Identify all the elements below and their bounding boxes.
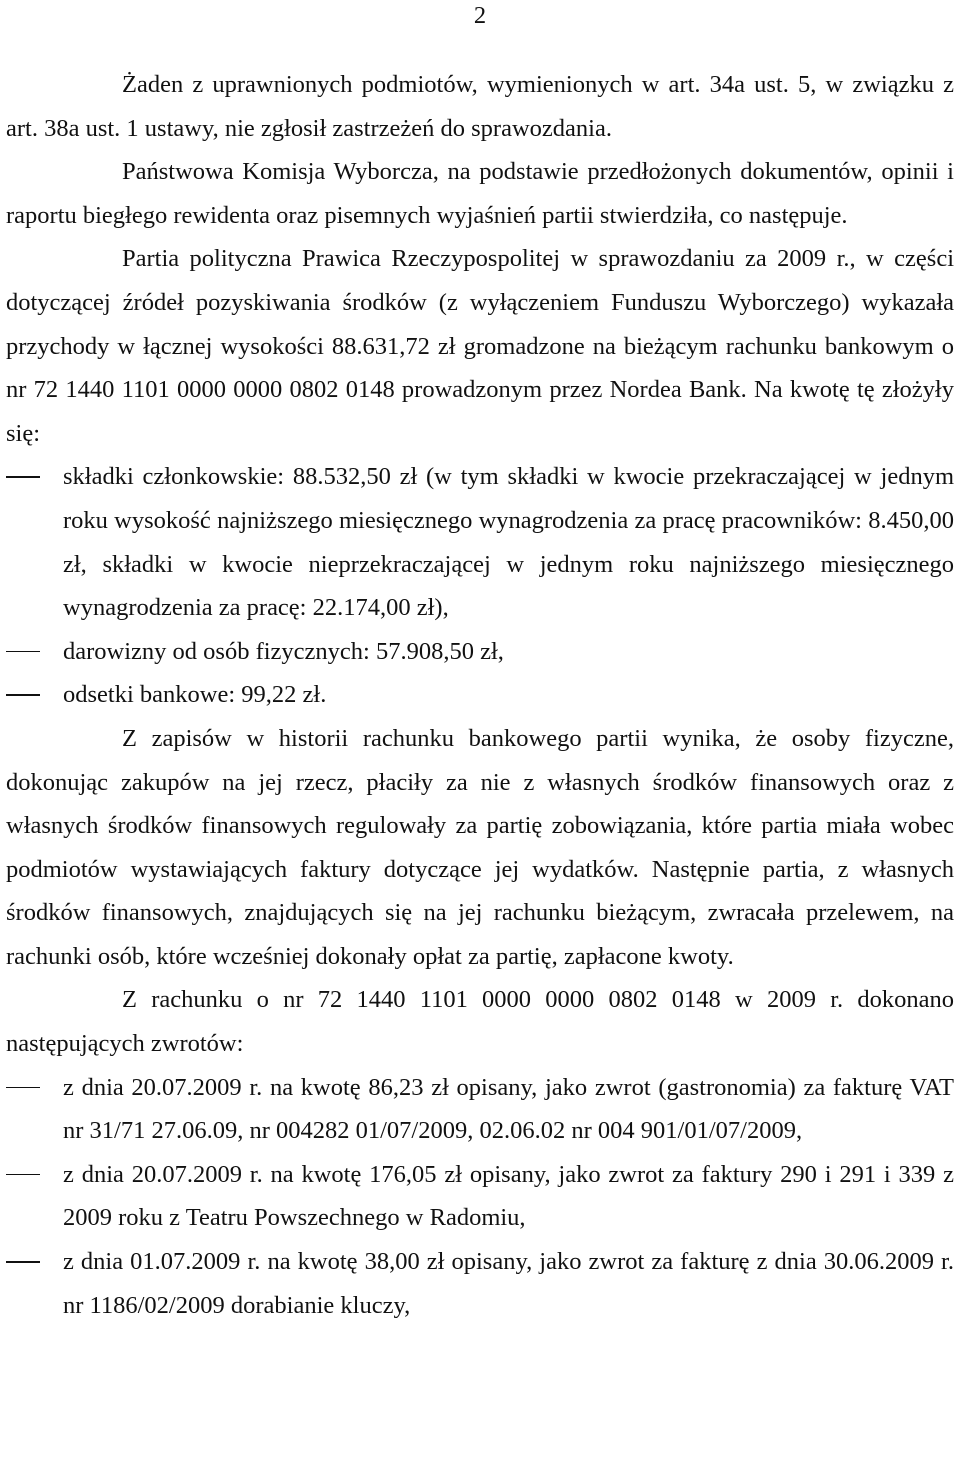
paragraph-refunds-intro: Z rachunku o nr 72 1440 1101 0000 0000 0802 0148 w 2009 r. dokonano następujących zwrotów:: [6, 986, 954, 1058]
list-item: [6, 630, 954, 674]
document-body: [6, 63, 954, 1327]
paragraph-commission-findings: Państwowa Komisja Wyborcza, na podstawie przedłożonych dokumentów, opinii i raportu biegłego rewidenta oraz pisemnych wyjaśnień partii stwierdziła, co następuje.: [6, 158, 954, 229]
paragraph-no-objections: Żaden z uprawnionych podmiotów, wymienionych w art. 34a ust. 5, w związku z art. 38a ust. 1 ustawy, nie zgłosił zastrzeżeń do sprawozdania.: [6, 71, 954, 142]
list-item: [6, 455, 954, 629]
income-item-text: darowizny od osób fizycznych: 57.908,50 zł,: [63, 637, 504, 665]
refund-item-text: z dnia 20.07.2009 r. na kwotę 176,05 zł opisany, jako zwrot za faktury 290 i 291 i 339 z 2009 roku z Teatru Powszechnego w Radomiu,: [63, 1160, 954, 1232]
list-item: [6, 1066, 954, 1153]
income-item-text: odsetki bankowe: 99,22 zł.: [63, 681, 327, 709]
list-item: [6, 1240, 954, 1327]
list-item: [6, 673, 954, 717]
page-number: 2: [473, 2, 487, 29]
paragraph-income-summary: Partia polityczna Prawica Rzeczypospolitej w sprawozdaniu za 2009 r., w części dotyczącej źródeł pozyskiwania środków (z wyłączeniem Funduszu Wyborczego) wykazała przychody w łącznej wysokości 88.631,72 zł gromadzone na bieżącym rachunku bankowym o nr 72 1440 1101 0000 0000 0802 0148 prowadzonym przez Nordea Bank. Na kwotę tę złożyły się:: [6, 245, 954, 447]
income-item-text: składki członkowskie: 88.532,50 zł (w tym składki w kwocie przekraczającej w jednym roku wysokość najniższego miesięcznego wynagrodzenia za pracę pracowników: 8.450,00 zł, składki w kwocie nieprzekraczającej w jednym roku najniższego miesięcznego wynagrodzenia za pracę: 22.174,00 zł),: [63, 463, 954, 622]
list-item: [6, 1153, 954, 1240]
paragraph-bank-history: Z zapisów w historii rachunku bankowego partii wynika, że osoby fizyczne, dokonując zakupów na jej rzecz, płaciły za nie z własnych środków finansowych oraz z własnych środków finansowych regulowały za partię zobowiązania, które partia miała wobec podmiotów wystawiających faktury dotyczące jej wydatków. Następnie partia, z własnych środków finansowych, znajdujących się na jej rachunku bieżącym, zwracała przelewem, na rachunki osób, które wcześniej dokonały opłat za partię, zapłacone kwoty.: [6, 724, 954, 970]
refund-list: [6, 1066, 954, 1328]
income-list: [6, 455, 954, 717]
refund-item-text: z dnia 20.07.2009 r. na kwotę 86,23 zł opisany, jako zwrot (gastronomia) za fakturę VAT nr 31/71 27.06.09, nr 004282 01/07/2009, 02.06.02 nr 004 901/01/07/2009,: [63, 1073, 954, 1145]
refund-item-text: z dnia 01.07.2009 r. na kwotę 38,00 zł opisany, jako zwrot za fakturę z dnia 30.06.2009 r. nr 1186/02/2009 dorabianie kluczy,: [63, 1248, 954, 1319]
